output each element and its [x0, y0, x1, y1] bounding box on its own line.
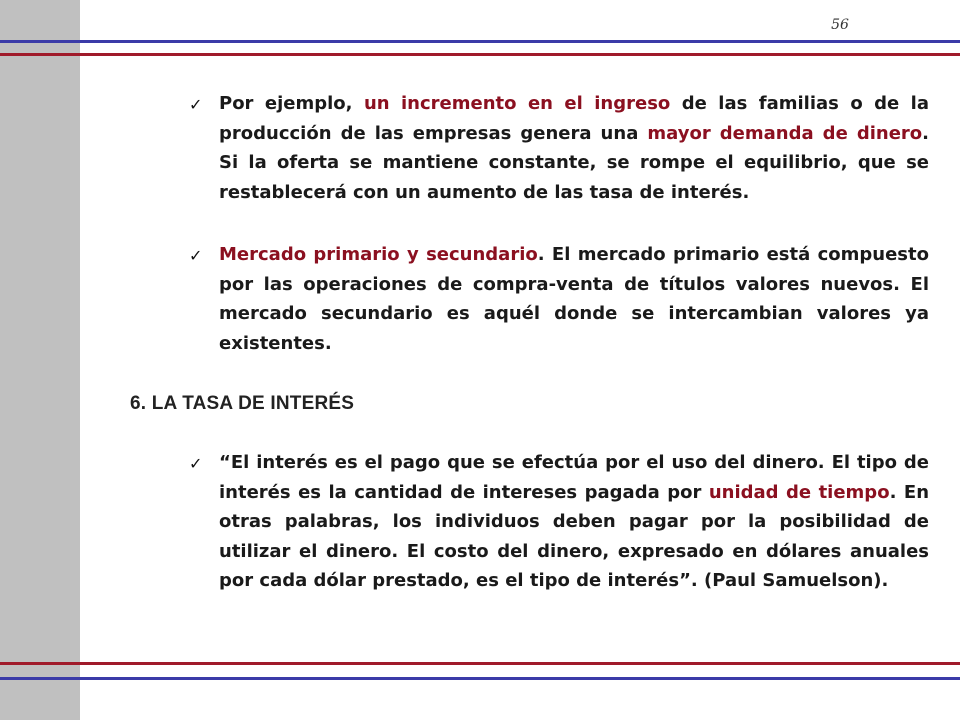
bullet-text — [219, 89, 929, 207]
text-segment: “El interés es el pago que se efectúa por el uso del dinero. El tipo de interés es la cantidad de intereses pagada por — [219, 452, 929, 503]
text-segment: Por ejemplo, — [219, 93, 364, 114]
section-heading: 6. LA TASA DE INTERÉS — [130, 393, 355, 414]
bullet-item-mercado — [189, 240, 929, 358]
highlighted-phrase: unidad de tiempo — [708, 481, 890, 503]
text-segment: de las familias o de la producción de las empresas genera una — [219, 93, 929, 144]
page-number: 56 — [831, 17, 849, 33]
bullet-item-definicion-interes — [189, 448, 929, 596]
text-segment: . Si la oferta se mantiene constante, se rompe el equilibrio, que se restablecerá con un aumento de las tasa de interés. — [219, 122, 929, 203]
bullet-text — [219, 448, 929, 596]
checkmark-icon: ✓ — [189, 95, 203, 114]
highlighted-phrase: un incremento en el ingreso — [363, 93, 671, 114]
checkmark-icon: ✓ — [189, 246, 203, 265]
bullet-text — [219, 240, 929, 358]
text-segment: . El mercado primario está compuesto por las operaciones de compra-venta de títulos valores nuevos. El mercado secundario es aquél donde se intercambian valores ya existentes. — [219, 244, 929, 354]
highlighted-phrase: mayor demanda de dinero — [647, 122, 923, 144]
bullet-item-ingreso — [189, 89, 929, 207]
text-segment: . En otras palabras, los individuos deben pagar por la posibilidad de utilizar el dinero. El costo del dinero, expresado en dólares anuales por cada dólar prestado, es el tipo de interés”. (Paul Samuelson). — [219, 481, 930, 591]
checkmark-icon: ✓ — [189, 454, 203, 473]
highlighted-phrase: Mercado primario y secundario — [219, 244, 538, 265]
